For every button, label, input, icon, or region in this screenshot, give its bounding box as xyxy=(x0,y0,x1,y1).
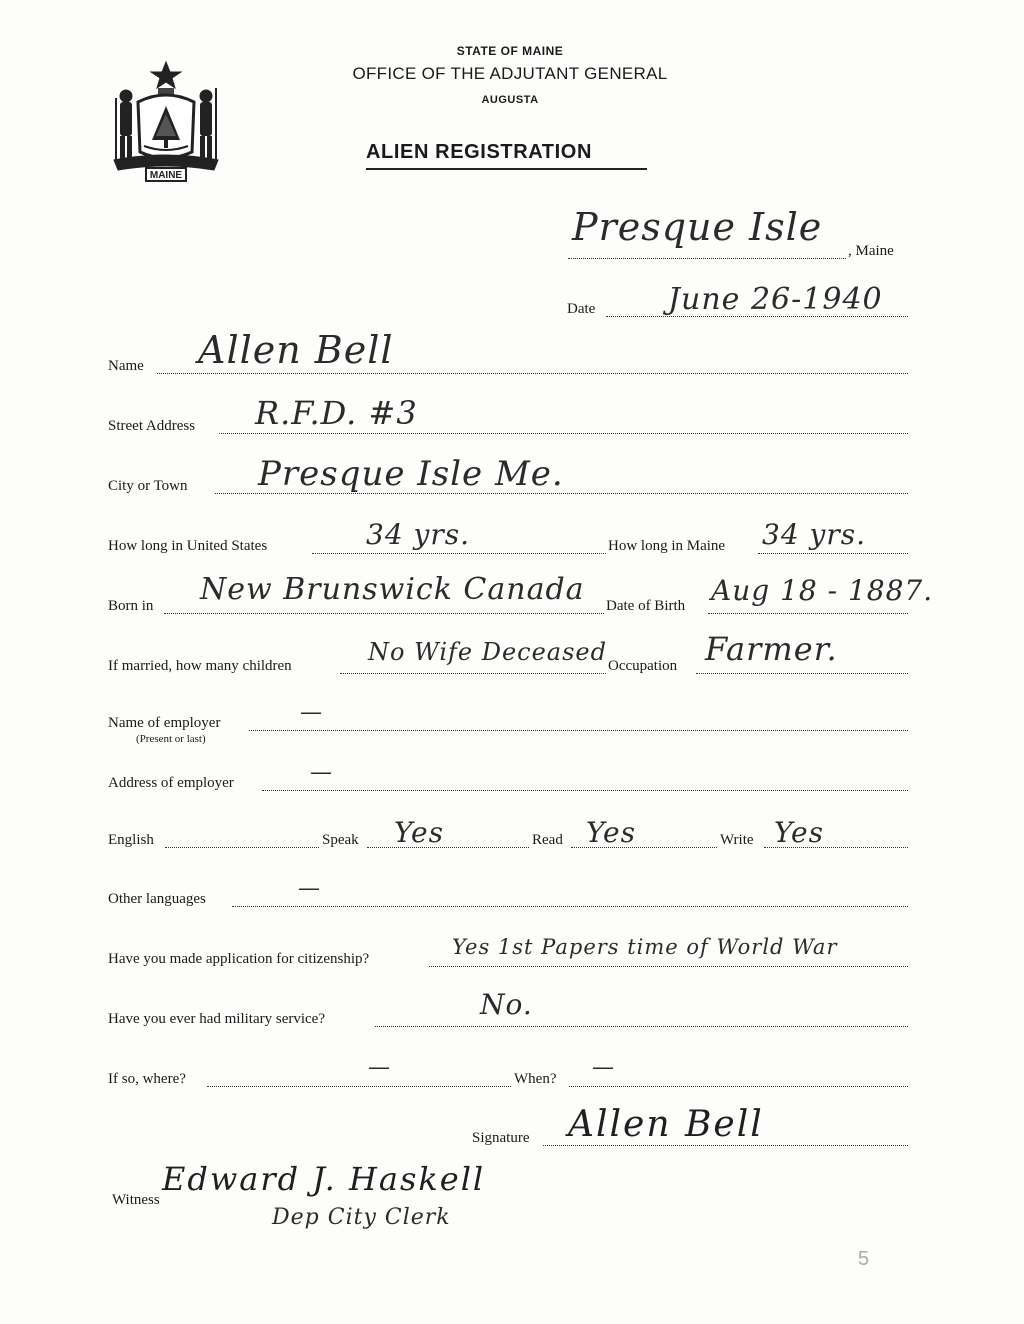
when-value: — xyxy=(592,1055,615,1080)
employer-address-label: Address of employer xyxy=(108,775,234,791)
employer-value: — xyxy=(300,700,323,725)
how-long-maine-label: How long in Maine xyxy=(608,538,726,554)
where-line xyxy=(207,1086,511,1087)
witness-signature: Edward J. Haskell xyxy=(162,1160,486,1198)
when-label: When? xyxy=(514,1071,557,1087)
how-long-us-label: How long in United States xyxy=(108,538,268,554)
street-line xyxy=(219,433,908,434)
other-languages-label: Other languages xyxy=(108,891,206,907)
where-label: If so, where? xyxy=(108,1071,186,1087)
maine-label: , Maine xyxy=(848,243,894,259)
state-heading: STATE OF MAINE xyxy=(456,44,564,58)
married-value: No Wife Deceased xyxy=(368,638,607,666)
read-label: Read xyxy=(532,832,563,848)
page-stamp: 5 xyxy=(858,1248,870,1270)
married-label: If married, how many children xyxy=(108,658,292,674)
city-value: Presque Isle Me. xyxy=(258,454,564,494)
other-languages-line xyxy=(232,906,908,907)
married-line xyxy=(340,673,606,674)
occupation-label: Occupation xyxy=(608,658,678,674)
born-in-line xyxy=(164,613,604,614)
date-label: Date xyxy=(567,301,596,317)
read-value: Yes xyxy=(586,816,636,849)
citizenship-line xyxy=(429,966,908,967)
when-line xyxy=(569,1086,908,1087)
applicant-signature: Allen Bell xyxy=(568,1104,764,1145)
speak-label: Speak xyxy=(322,832,359,848)
place-value: Presque Isle xyxy=(572,205,823,249)
write-label: Write xyxy=(720,832,754,848)
signature-label: Signature xyxy=(472,1130,530,1146)
dob-value: Aug 18 - 1887. xyxy=(711,574,934,607)
speak-line xyxy=(367,847,529,848)
date-value: June 26-1940 xyxy=(668,282,883,317)
speak-value: Yes xyxy=(394,816,444,849)
where-value: — xyxy=(368,1055,391,1080)
office-heading: OFFICE OF THE ADJUTANT GENERAL xyxy=(352,64,668,83)
how-long-maine-line xyxy=(758,553,908,554)
city-heading: AUGUSTA xyxy=(481,94,539,106)
witness-label: Witness xyxy=(112,1192,160,1208)
occupation-value: Farmer. xyxy=(705,630,838,668)
write-value: Yes xyxy=(774,816,824,849)
employer-address-value: — xyxy=(310,760,333,785)
street-value: R.F.D. #3 xyxy=(255,394,418,432)
military-line xyxy=(375,1026,908,1027)
witness-title: Dep City Clerk xyxy=(272,1205,451,1230)
other-languages-value: — xyxy=(298,876,321,901)
signature-line xyxy=(543,1145,908,1146)
born-in-label: Born in xyxy=(108,598,154,614)
city-label: City or Town xyxy=(108,478,188,494)
employer-address-line xyxy=(262,790,908,791)
english-line xyxy=(165,847,319,848)
name-line xyxy=(157,373,908,374)
how-long-maine-value: 34 yrs. xyxy=(762,518,867,551)
employer-line xyxy=(249,730,908,731)
title-underline xyxy=(366,168,647,170)
citizenship-label: Have you made application for citizenship? xyxy=(108,951,370,967)
born-in-value: New Brunswick Canada xyxy=(200,572,585,607)
occupation-line xyxy=(696,673,908,674)
street-label: Street Address xyxy=(108,418,196,434)
military-value: No. xyxy=(480,988,533,1021)
english-label: English xyxy=(108,832,154,848)
how-long-us-line xyxy=(312,553,606,554)
dob-label: Date of Birth xyxy=(606,598,686,614)
maine-state-seal-icon xyxy=(108,58,224,184)
citizenship-value: Yes 1st Papers time of World War xyxy=(452,935,838,959)
military-label: Have you ever had military service? xyxy=(108,1011,325,1027)
place-line xyxy=(568,258,846,259)
form-title: ALIEN REGISTRATION xyxy=(366,141,592,163)
name-value: Allen Bell xyxy=(198,328,394,372)
how-long-us-value: 34 yrs. xyxy=(366,518,471,551)
name-label: Name xyxy=(108,358,144,374)
svg-text:MAINE: MAINE xyxy=(149,170,183,181)
employer-note: (Present or last) xyxy=(136,733,206,745)
employer-label: Name of employer xyxy=(108,715,221,731)
dob-line xyxy=(708,613,908,614)
